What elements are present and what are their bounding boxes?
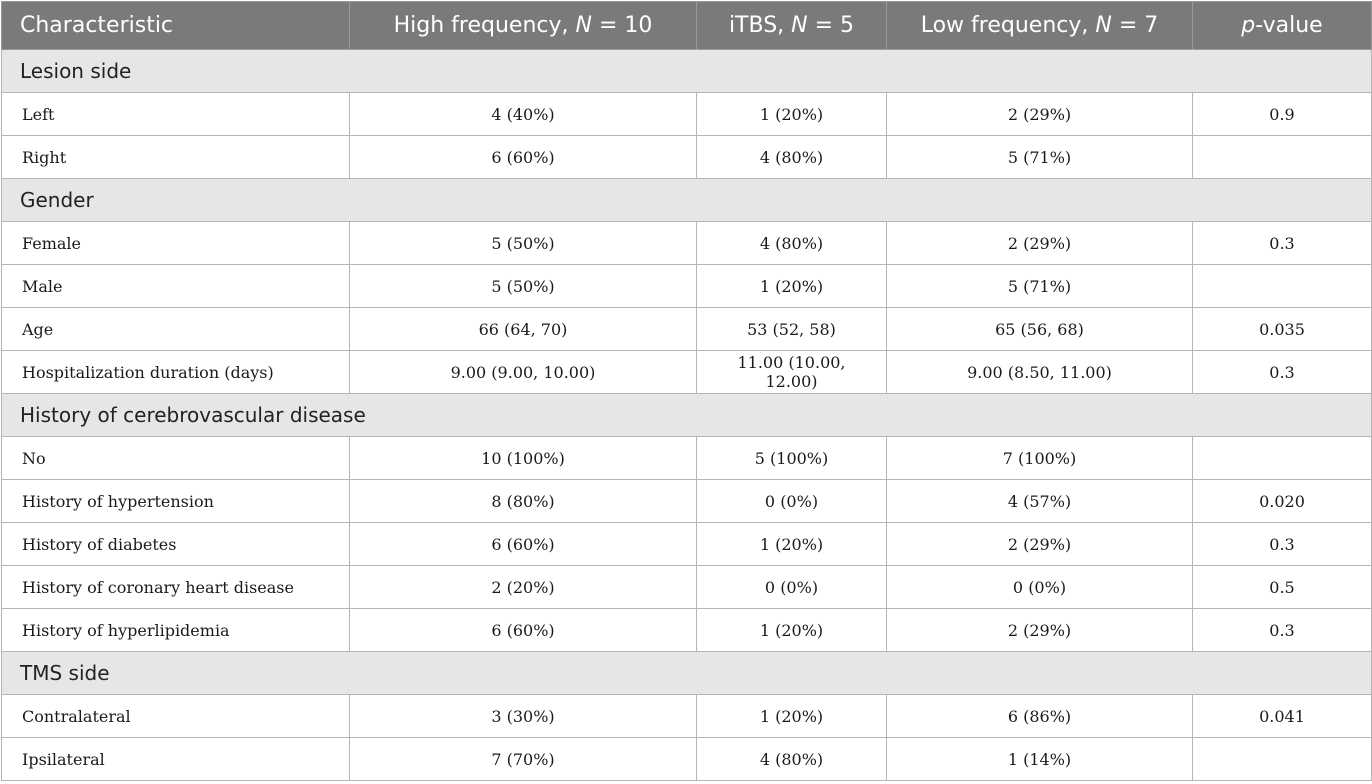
- header-low-frequency: Low frequency, N = 7: [887, 2, 1193, 50]
- cell-p-value: [1193, 437, 1372, 480]
- cell-itbs: 0 (0%): [697, 480, 887, 523]
- cell-itbs: 53 (52, 58): [697, 308, 887, 351]
- cell-itbs: 4 (80%): [697, 222, 887, 265]
- header-characteristic: Characteristic: [2, 2, 350, 50]
- cell-p-value: 0.041: [1193, 695, 1372, 738]
- header-row: [2, 2, 1372, 50]
- table-header: [2, 2, 1372, 50]
- cell-p-value: 0.3: [1193, 222, 1372, 265]
- cell-low-frequency: 2 (29%): [887, 222, 1193, 265]
- row-label: Contralateral: [2, 695, 350, 738]
- cell-itbs: 1 (20%): [697, 695, 887, 738]
- cell-p-value: [1193, 265, 1372, 308]
- table-row: [2, 437, 1372, 480]
- row-label: Female: [2, 222, 350, 265]
- cell-p-value: 0.3: [1193, 351, 1372, 394]
- section-label: History of cerebrovascular disease: [2, 394, 1372, 437]
- row-label: No: [2, 437, 350, 480]
- cell-low-frequency: 5 (71%): [887, 136, 1193, 179]
- row-label: Left: [2, 93, 350, 136]
- cell-high-frequency: 6 (60%): [350, 609, 697, 652]
- cell-low-frequency: 65 (56, 68): [887, 308, 1193, 351]
- section-label: TMS side: [2, 652, 1372, 695]
- characteristics-table: [1, 1, 1372, 781]
- table-row: [2, 480, 1372, 523]
- cell-low-frequency: 2 (29%): [887, 93, 1193, 136]
- cell-low-frequency: 7 (100%): [887, 437, 1193, 480]
- cell-high-frequency: 6 (60%): [350, 136, 697, 179]
- table-row: [2, 222, 1372, 265]
- table-row: [2, 136, 1372, 179]
- cell-high-frequency: 5 (50%): [350, 265, 697, 308]
- cell-itbs: 1 (20%): [697, 523, 887, 566]
- cell-high-frequency: 2 (20%): [350, 566, 697, 609]
- table-row: [2, 308, 1372, 351]
- table-row: [2, 351, 1372, 394]
- table-row: [2, 523, 1372, 566]
- table-body: [2, 50, 1372, 781]
- row-label: History of coronary heart disease: [2, 566, 350, 609]
- table-row: [2, 93, 1372, 136]
- cell-low-frequency: 4 (57%): [887, 480, 1193, 523]
- cell-low-frequency: 2 (29%): [887, 609, 1193, 652]
- cell-itbs: 11.00 (10.00, 12.00): [697, 351, 887, 394]
- table-row: [2, 738, 1372, 781]
- cell-p-value: 0.3: [1193, 523, 1372, 566]
- row-label: Ipsilateral: [2, 738, 350, 781]
- cell-low-frequency: 1 (14%): [887, 738, 1193, 781]
- cell-itbs: 4 (80%): [697, 738, 887, 781]
- row-label: Male: [2, 265, 350, 308]
- cell-high-frequency: 6 (60%): [350, 523, 697, 566]
- cell-p-value: [1193, 136, 1372, 179]
- cell-itbs: 1 (20%): [697, 265, 887, 308]
- table-row: [2, 566, 1372, 609]
- cell-p-value: [1193, 738, 1372, 781]
- cell-itbs: 1 (20%): [697, 609, 887, 652]
- section-row-tms-side: [2, 652, 1372, 695]
- cell-high-frequency: 10 (100%): [350, 437, 697, 480]
- row-label: History of hyperlipidemia: [2, 609, 350, 652]
- cell-p-value: 0.020: [1193, 480, 1372, 523]
- cell-high-frequency: 4 (40%): [350, 93, 697, 136]
- cell-p-value: 0.5: [1193, 566, 1372, 609]
- row-label: History of diabetes: [2, 523, 350, 566]
- row-label: Right: [2, 136, 350, 179]
- cell-low-frequency: 6 (86%): [887, 695, 1193, 738]
- row-label: History of hypertension: [2, 480, 350, 523]
- row-label: Age: [2, 308, 350, 351]
- cell-low-frequency: 2 (29%): [887, 523, 1193, 566]
- row-label: Hospitalization duration (days): [2, 351, 350, 394]
- cell-high-frequency: 3 (30%): [350, 695, 697, 738]
- cell-itbs: 5 (100%): [697, 437, 887, 480]
- cell-p-value: 0.035: [1193, 308, 1372, 351]
- cell-high-frequency: 9.00 (9.00, 10.00): [350, 351, 697, 394]
- section-label: Gender: [2, 179, 1372, 222]
- table-row: [2, 695, 1372, 738]
- header-itbs: iTBS, N = 5: [697, 2, 887, 50]
- cell-p-value: 0.3: [1193, 609, 1372, 652]
- section-row-history: [2, 394, 1372, 437]
- header-p-value: p-value: [1193, 2, 1372, 50]
- cell-itbs: 1 (20%): [697, 93, 887, 136]
- cell-high-frequency: 5 (50%): [350, 222, 697, 265]
- cell-itbs: 4 (80%): [697, 136, 887, 179]
- header-high-frequency: High frequency, N = 10: [350, 2, 697, 50]
- section-row-gender: [2, 179, 1372, 222]
- section-row-lesion-side: [2, 50, 1372, 93]
- cell-low-frequency: 5 (71%): [887, 265, 1193, 308]
- cell-itbs: 0 (0%): [697, 566, 887, 609]
- cell-high-frequency: 7 (70%): [350, 738, 697, 781]
- section-label: Lesion side: [2, 50, 1372, 93]
- cell-low-frequency: 0 (0%): [887, 566, 1193, 609]
- cell-low-frequency: 9.00 (8.50, 11.00): [887, 351, 1193, 394]
- table-row: [2, 265, 1372, 308]
- cell-high-frequency: 66 (64, 70): [350, 308, 697, 351]
- cell-high-frequency: 8 (80%): [350, 480, 697, 523]
- table-row: [2, 609, 1372, 652]
- cell-p-value: 0.9: [1193, 93, 1372, 136]
